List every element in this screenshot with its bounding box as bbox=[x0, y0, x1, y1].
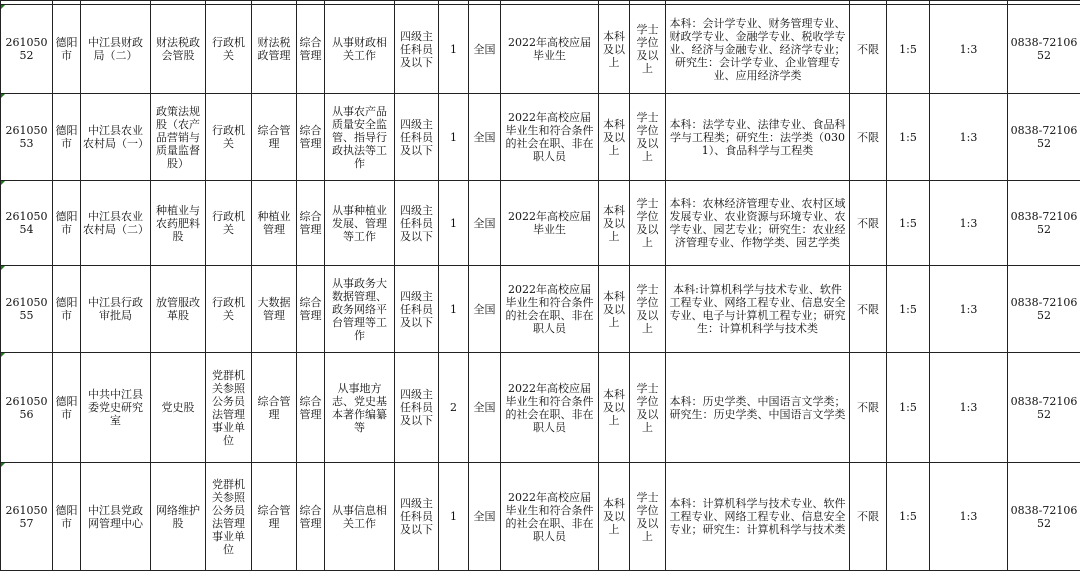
department: 中江县农业农村局（二） bbox=[81, 181, 151, 266]
position-code: 26105056 bbox=[1, 353, 53, 463]
ratio-interview: 1:3 bbox=[930, 463, 1008, 571]
position-type: 财法税政管理 bbox=[252, 5, 297, 94]
internal-unit: 种植业与农药肥料股 bbox=[151, 181, 206, 266]
unit-type: 党群机关参照公务员法管理事业单位 bbox=[206, 463, 252, 571]
category: 综合管理 bbox=[297, 5, 325, 94]
other-conditions: 不限 bbox=[850, 266, 887, 353]
major-requirements: 本科：计算机科学与技术专业、软件工程专业、网络工程专业、信息安全专业；研究生：计算机科学与技术类 bbox=[666, 463, 850, 571]
position-code: 26105052 bbox=[1, 5, 53, 94]
other-conditions: 不限 bbox=[850, 5, 887, 94]
position-code: 26105057 bbox=[1, 463, 53, 571]
unit-type: 党群机关参照公务员法管理事业单位 bbox=[206, 353, 252, 463]
target: 2022年高校应届毕业生和符合条件的社会在职、非在职人员 bbox=[501, 94, 599, 181]
hire-count: 1 bbox=[439, 181, 469, 266]
ratio-exam: 1:5 bbox=[887, 463, 930, 571]
level: 四级主任科员及以下 bbox=[395, 266, 439, 353]
ratio-interview: 1:3 bbox=[930, 5, 1008, 94]
internal-unit: 政策法规股（农产品营销与质量监督股） bbox=[151, 94, 206, 181]
contact-phone: 0838-7210652 bbox=[1008, 5, 1080, 94]
duty: 从事政务大数据管理、政务网络平台管理等工作 bbox=[325, 266, 395, 353]
department: 中共中江县委党史研究室 bbox=[81, 353, 151, 463]
degree: 学士学位及以上 bbox=[630, 266, 666, 353]
other-conditions: 不限 bbox=[850, 94, 887, 181]
position-code: 26105055 bbox=[1, 266, 53, 353]
table-row bbox=[1, 353, 1080, 463]
duty: 从事种植业发展、管理等工作 bbox=[325, 181, 395, 266]
table-body bbox=[1, 1, 1080, 571]
other-conditions: 不限 bbox=[850, 353, 887, 463]
education: 本科及以上 bbox=[599, 5, 630, 94]
other-conditions: 不限 bbox=[850, 463, 887, 571]
category: 综合管理 bbox=[297, 463, 325, 571]
city: 德阳市 bbox=[53, 5, 81, 94]
major-requirements: 本科：会计学专业、财务管理专业、财政学专业、金融学专业、税收学专业、经济与金融专业、经济学专业；研究生：会计学专业、企业管理专业、应用经济学类 bbox=[666, 5, 850, 94]
hire-count: 1 bbox=[439, 463, 469, 571]
category: 综合管理 bbox=[297, 94, 325, 181]
major-requirements: 本科：历史学类、中国语言文学类；研究生：历史学类、中国语言文学类 bbox=[666, 353, 850, 463]
degree: 学士学位及以上 bbox=[630, 353, 666, 463]
other-conditions: 不限 bbox=[850, 181, 887, 266]
hire-count: 1 bbox=[439, 5, 469, 94]
internal-unit: 财法税政会管股 bbox=[151, 5, 206, 94]
table-row bbox=[1, 181, 1080, 266]
ratio-exam: 1:5 bbox=[887, 181, 930, 266]
major-requirements: 本科:计算机科学与技术专业、软件工程专业、网络工程专业、信息安全专业、电子与计算机工程专业；研究生：计算机科学与技术类 bbox=[666, 266, 850, 353]
level: 四级主任科员及以下 bbox=[395, 181, 439, 266]
education: 本科及以上 bbox=[599, 463, 630, 571]
department: 中江县农业农村局（一） bbox=[81, 94, 151, 181]
target: 2022年高校应届毕业生 bbox=[501, 181, 599, 266]
city: 德阳市 bbox=[53, 463, 81, 571]
education: 本科及以上 bbox=[599, 94, 630, 181]
duty: 从事财政相关工作 bbox=[325, 5, 395, 94]
scope: 全国 bbox=[469, 353, 501, 463]
scope: 全国 bbox=[469, 463, 501, 571]
unit-type: 行政机关 bbox=[206, 181, 252, 266]
table-row bbox=[1, 94, 1080, 181]
internal-unit: 党史股 bbox=[151, 353, 206, 463]
duty: 从事农产品质量安全监管、指导行政执法等工作 bbox=[325, 94, 395, 181]
city: 德阳市 bbox=[53, 181, 81, 266]
major-requirements: 本科：农林经济管理专业、农村区域发展专业、农业资源与环境专业、农学专业、园艺专业；研究生：农业经济管理专业、作物学类、园艺学类 bbox=[666, 181, 850, 266]
ratio-exam: 1:5 bbox=[887, 5, 930, 94]
category: 综合管理 bbox=[297, 181, 325, 266]
target: 2022年高校应届毕业生 bbox=[501, 5, 599, 94]
level: 四级主任科员及以下 bbox=[395, 463, 439, 571]
unit-type: 行政机关 bbox=[206, 266, 252, 353]
unit-type: 行政机关 bbox=[206, 94, 252, 181]
education: 本科及以上 bbox=[599, 266, 630, 353]
level: 四级主任科员及以下 bbox=[395, 353, 439, 463]
ratio-exam: 1:5 bbox=[887, 94, 930, 181]
level: 四级主任科员及以下 bbox=[395, 5, 439, 94]
position-type: 综合管理 bbox=[252, 463, 297, 571]
scope: 全国 bbox=[469, 5, 501, 94]
table-row bbox=[1, 463, 1080, 571]
contact-phone: 0838-7210652 bbox=[1008, 266, 1080, 353]
education: 本科及以上 bbox=[599, 353, 630, 463]
ratio-interview: 1:3 bbox=[930, 266, 1008, 353]
ratio-exam: 1:5 bbox=[887, 266, 930, 353]
scope: 全国 bbox=[469, 181, 501, 266]
category: 综合管理 bbox=[297, 353, 325, 463]
major-requirements: 本科：法学专业、法律专业、食品科学与工程类；研究生：法学类（0301）、食品科学与工程类 bbox=[666, 94, 850, 181]
target: 2022年高校应届毕业生和符合条件的社会在职、非在职人员 bbox=[501, 266, 599, 353]
contact-phone: 0838-7210652 bbox=[1008, 94, 1080, 181]
table-row bbox=[1, 266, 1080, 353]
hire-count: 2 bbox=[439, 353, 469, 463]
target: 2022年高校应届毕业生和符合条件的社会在职、非在职人员 bbox=[501, 463, 599, 571]
city: 德阳市 bbox=[53, 353, 81, 463]
scope: 全国 bbox=[469, 94, 501, 181]
internal-unit: 网络维护股 bbox=[151, 463, 206, 571]
ratio-interview: 1:3 bbox=[930, 94, 1008, 181]
internal-unit: 放管服改革股 bbox=[151, 266, 206, 353]
table-row bbox=[1, 5, 1080, 94]
position-type: 大数据管理 bbox=[252, 266, 297, 353]
city: 德阳市 bbox=[53, 266, 81, 353]
ratio-exam: 1:5 bbox=[887, 353, 930, 463]
city: 德阳市 bbox=[53, 94, 81, 181]
department: 中江县党政网管理中心 bbox=[81, 463, 151, 571]
hire-count: 1 bbox=[439, 266, 469, 353]
degree: 学士学位及以上 bbox=[630, 94, 666, 181]
duty: 从事地方志、党史基本著作编纂等 bbox=[325, 353, 395, 463]
unit-type: 行政机关 bbox=[206, 5, 252, 94]
position-type: 种植业管理 bbox=[252, 181, 297, 266]
duty: 从事信息相关工作 bbox=[325, 463, 395, 571]
degree: 学士学位及以上 bbox=[630, 181, 666, 266]
ratio-interview: 1:3 bbox=[930, 181, 1008, 266]
contact-phone: 0838-7210652 bbox=[1008, 181, 1080, 266]
level: 四级主任科员及以下 bbox=[395, 94, 439, 181]
position-code: 26105053 bbox=[1, 94, 53, 181]
degree: 学士学位及以上 bbox=[630, 5, 666, 94]
position-code: 26105054 bbox=[1, 181, 53, 266]
contact-phone: 0838-7210652 bbox=[1008, 463, 1080, 571]
position-type: 综合管理 bbox=[252, 353, 297, 463]
hire-count: 1 bbox=[439, 94, 469, 181]
target: 2022年高校应届毕业生和符合条件的社会在职、非在职人员 bbox=[501, 353, 599, 463]
education: 本科及以上 bbox=[599, 181, 630, 266]
ratio-interview: 1:3 bbox=[930, 353, 1008, 463]
department: 中江县财政局（二） bbox=[81, 5, 151, 94]
department: 中江县行政审批局 bbox=[81, 266, 151, 353]
degree: 学士学位及以上 bbox=[630, 463, 666, 571]
contact-phone: 0838-7210652 bbox=[1008, 353, 1080, 463]
category: 综合管理 bbox=[297, 266, 325, 353]
position-type: 综合管理 bbox=[252, 94, 297, 181]
scope: 全国 bbox=[469, 266, 501, 353]
